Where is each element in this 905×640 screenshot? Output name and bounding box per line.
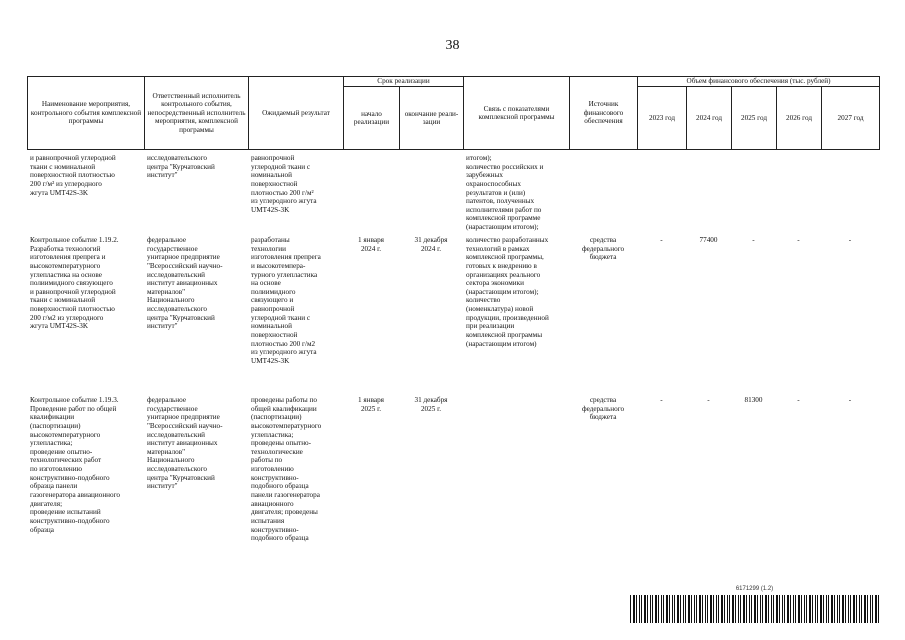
header-end: окончание реали- зации [400, 87, 464, 150]
row-end: 31 декабря 2024 г. [414, 236, 448, 253]
row-funding-2023 [637, 154, 686, 236]
header-year-2025: 2025 год [732, 87, 777, 150]
barcode-label: 6171299 (1.2) [735, 586, 774, 592]
header-year-2027: 2027 год [822, 87, 880, 150]
row-source [569, 154, 637, 236]
page-number: 38 [445, 38, 460, 53]
row-funding-2027: - [848, 236, 852, 244]
row-funding-2024 [686, 154, 731, 236]
row-funding-2026: - [797, 396, 800, 404]
row-link [463, 396, 569, 543]
table-body [27, 154, 879, 543]
row-funding-2023: - [660, 396, 663, 404]
row-result: проведены работы по общей квалификации (паспортизации) высокотемпературного углепластика; проведены опытно- технологические работы по изготовлению конструктивно- подобного образца панели газогенератора авиационного двигателя; проведены испытания конструктивно- подобного образца [251, 396, 322, 543]
row-name: Контрольное событие 1.19.2. Разработка технологий изготовления препрега и высокотемпературного углепластика на основе полиимидного связующего и равнопрочной углеродной ткани с номинальной поверхностной плотностью 200 г/м2 из углеродного жгута UMT42S-3K [30, 236, 119, 331]
row-funding-2023: - [660, 236, 663, 244]
row-funding-2025 [731, 154, 776, 236]
header-result: Ожидаемый результат [249, 77, 344, 150]
row-link: количество разработанных технологий в рамках комплексной программы, готовых к внедрению в организациях реального сектора экономики (нарастающим итогом); количество (номенклатура) новой продукции, произведенной при реализации комплексной программы (нарастающим итогом) [466, 236, 549, 348]
row-funding-2025: 81300 [744, 396, 763, 404]
header-source: Источник финансового обеспечения [570, 77, 638, 150]
barcode [630, 586, 879, 626]
table-header [27, 76, 880, 150]
row-end: 31 декабря 2025 г. [414, 396, 448, 413]
row-funding-2024: 77400 [699, 236, 718, 244]
row-source: средства федерального бюджета [581, 236, 625, 262]
row-funding-2026: - [797, 236, 800, 244]
row-result: разработаны технологии изготовления препрега и высокотемпера- турного углепластика на основе полиимидного связующего и равнопрочной углеродной ткани с номинальной поверхностной плотностью 200 г/м2 из углеродного жгута UMT42S-3K [251, 236, 321, 365]
row-funding-2025: - [752, 236, 755, 244]
header-year-2024: 2024 год [687, 87, 732, 150]
header-link: Связь с показателями комплексной программы [464, 77, 570, 150]
table-row [27, 396, 879, 543]
row-start: 1 января 2025 г. [358, 396, 384, 413]
row-source: средства федерального бюджета [581, 396, 625, 422]
barcode-bars [630, 595, 879, 623]
row-responsible: федеральное государственное унитарное предприятие "Всероссийский научно- исследовательский институт авиационных материалов" Национального исследовательского центра "Курчатовский институт" [147, 236, 223, 331]
table-row [27, 154, 879, 236]
row-funding-2027: - [848, 396, 852, 404]
header-responsible: Ответственный исполнитель контрольного события, непосредственный исполнитель мероприятия, комплексной программы [145, 77, 249, 150]
row-start [343, 154, 399, 236]
row-funding-2027 [821, 154, 879, 236]
table-row [27, 236, 879, 396]
header-year-2026: 2026 год [777, 87, 822, 150]
row-name: и равнопрочной углеродной ткани с номинальной поверхностной плотностью 200 г/м² из углеродного жгута UMT42S-3K [30, 154, 116, 197]
row-responsible: федеральное государственное унитарное предприятие "Всероссийский научно- исследовательский институт авиационных материалов" Национального исследовательского центра "Курчатовский институт" [147, 396, 223, 491]
header-period: Срок реализации [344, 77, 464, 87]
row-result: равнопрочной углеродной ткани с номинальной поверхностной плотностью 200 г/м² из углеродного жгута UMT42S-3K [251, 154, 317, 214]
row-funding-2024: - [707, 396, 710, 404]
header-name: Наименование мероприятия, контрольного события комплексной программы [28, 77, 145, 150]
header-funding: Объем финансового обеспечения (тыс. рублей) [638, 77, 880, 87]
row-funding-2026 [776, 154, 821, 236]
row-end [399, 154, 463, 236]
row-link: итогом); количество российских и зарубежных охраноспособных результатов и (или) патентов, полученных исполнителями работ по комплексной программе (нарастающим итогом); [466, 154, 544, 232]
header-start: начало реализации [344, 87, 400, 150]
header-year-2023: 2023 год [638, 87, 687, 150]
row-responsible: исследовательского центра "Курчатовский институт" [147, 154, 215, 180]
row-name: Контрольное событие 1.19.3. Проведение работ по общей квалификации (паспортизации) высокотемпературного углепластика; проведение опытно- технологических работ по изготовлению конструктивно-подобного образца панели газогенератора авиационного двигателя; проведение испытаний конструктивно-подобного образца [30, 396, 120, 534]
row-start: 1 января 2024 г. [358, 236, 384, 253]
